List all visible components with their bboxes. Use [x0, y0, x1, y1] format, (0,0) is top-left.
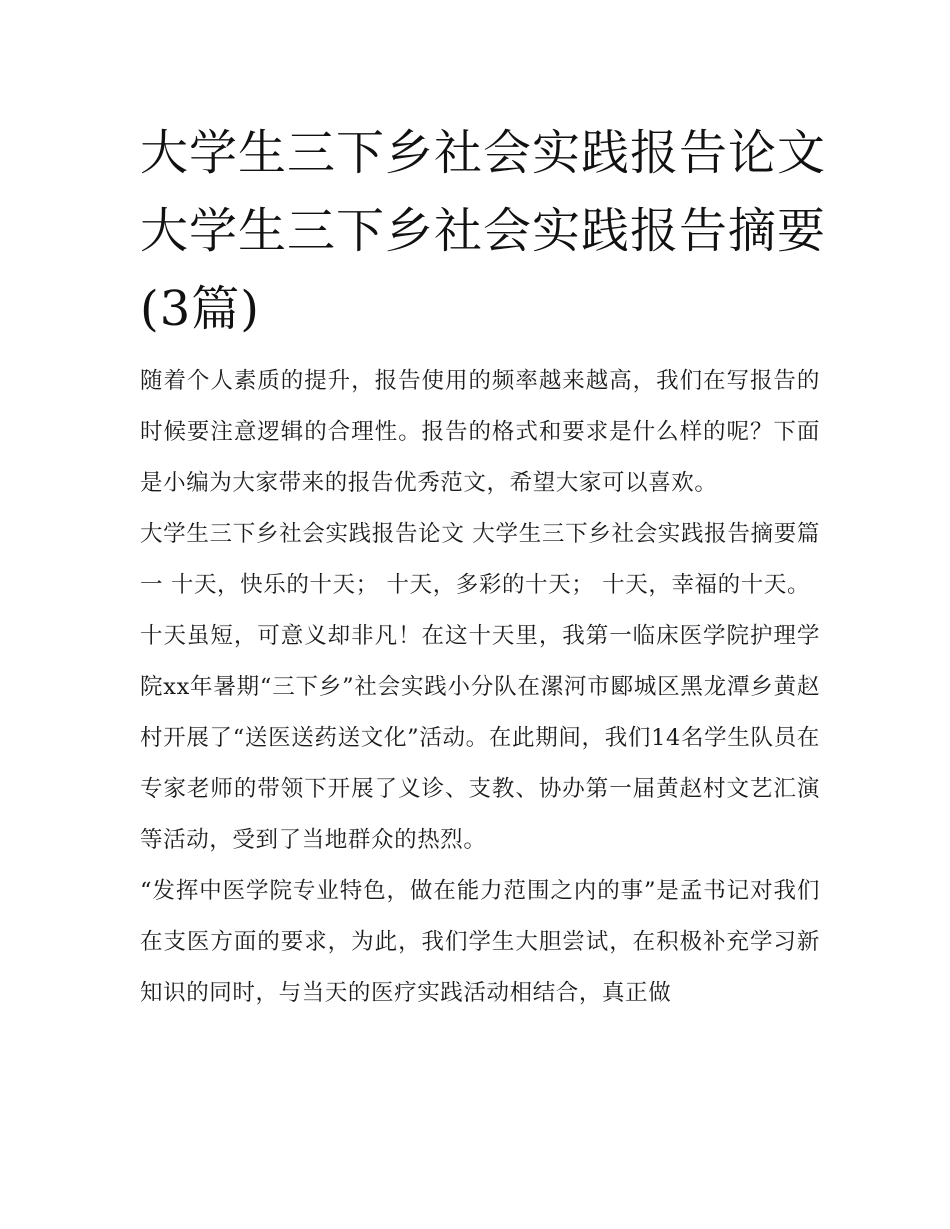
- paragraph-ten-days: 十天虽短，可意义却非凡！在这十天里，我第一临床医学院护理学院xx年暑期“三下乡”社会实践小分队在漯河市郾城区黑龙潭乡黄赵村开展了“送医送药送文化”活动。在此期间，我们14名学生队员在专家老师的带领下开展了义诊、支教、协办第一届黄赵村文艺汇演等活动，受到了当地群众的热烈。: [140, 623, 820, 853]
- document-title: 大学生三下乡社会实践报告论文 大学生三下乡社会实践报告摘要(3篇): [140, 125, 827, 337]
- paragraph-medical-practice: “发挥中医学院专业特色，做在能力范围之内的事”是孟书记对我们在支医方面的要求，为此，我们学生大胆尝试，在积极补充学习新知识的同时，与当天的医疗实践活动相结合，真正做: [140, 878, 820, 1006]
- document-body: [140, 356, 820, 1019]
- paragraph-intro: 随着个人素质的提升，报告使用的频率越来越高，我们在写报告的时候要注意逻辑的合理性。报告的格式和要求是什么样的呢？下面是小编为大家带来的报告优秀范文，希望大家可以喜欢。: [140, 368, 820, 496]
- paragraph-section-one: 大学生三下乡社会实践报告论文 大学生三下乡社会实践报告摘要篇一 十天，快乐的十天； 十天，多彩的十天； 十天，幸福的十天。: [140, 521, 820, 598]
